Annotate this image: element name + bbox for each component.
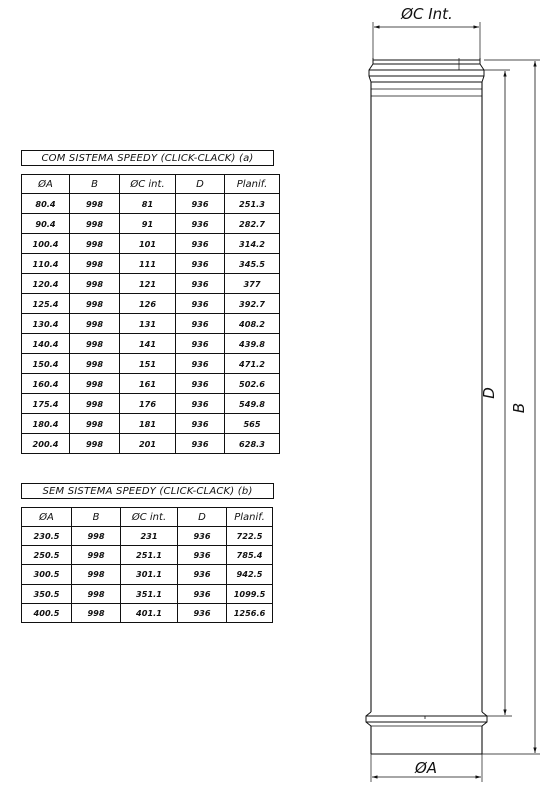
table-cell: 175.4	[22, 394, 70, 414]
header-cell: D	[176, 175, 225, 194]
table-cell: 200.4	[22, 434, 70, 454]
table-cell: 502.6	[225, 374, 280, 394]
table-cell: 251.1	[121, 546, 178, 565]
table-cell: 377	[225, 274, 280, 294]
table-cell: 998	[70, 214, 120, 234]
table-cell: 141	[120, 334, 176, 354]
table-cell: 998	[70, 414, 120, 434]
bottom-profile	[482, 712, 487, 726]
table-cell: 936	[178, 546, 227, 565]
table-cell: 1099.5	[227, 584, 273, 603]
table-cell: 936	[176, 434, 225, 454]
table-cell: 300.5	[22, 565, 72, 584]
table-cell: 400.5	[22, 603, 72, 622]
table-cell: 936	[176, 354, 225, 374]
table-cell: 100.4	[22, 234, 70, 254]
table-cell: 936	[176, 274, 225, 294]
table-cell: 936	[176, 414, 225, 434]
table-cell: 314.2	[225, 234, 280, 254]
table-cell: 126	[120, 294, 176, 314]
table-cell: 936	[176, 374, 225, 394]
header-cell: ØA	[22, 175, 70, 194]
table-cell: 408.2	[225, 314, 280, 334]
table-cell: 1256.6	[227, 603, 273, 622]
table-cell: 120.4	[22, 274, 70, 294]
table-cell: 101	[120, 234, 176, 254]
table-cell: 785.4	[227, 546, 273, 565]
label-a: ØA	[414, 759, 438, 777]
table-cell: 111	[120, 254, 176, 274]
table-cell: 160.4	[22, 374, 70, 394]
table-cell: 936	[176, 334, 225, 354]
table-cell: 936	[176, 234, 225, 254]
table-cell: 998	[70, 234, 120, 254]
table-cell: 998	[72, 603, 121, 622]
table-cell: 936	[178, 565, 227, 584]
table-cell: 942.5	[227, 565, 273, 584]
table-cell: 80.4	[22, 194, 70, 214]
table-cell: 439.8	[225, 334, 280, 354]
table-cell: 282.7	[225, 214, 280, 234]
table-cell: 250.5	[22, 546, 72, 565]
header-cell: ØA	[22, 508, 72, 527]
header-cell: Planif.	[225, 175, 280, 194]
table-cell: 125.4	[22, 294, 70, 314]
table-cell: 722.5	[227, 527, 273, 546]
table-cell: 161	[120, 374, 176, 394]
label-b: B	[510, 402, 528, 414]
table-cell: 936	[176, 214, 225, 234]
table-cell: 998	[72, 546, 121, 565]
table-cell: 998	[72, 565, 121, 584]
cap-profile	[369, 64, 373, 82]
label-c-int: ØC Int.	[401, 5, 453, 23]
table-cell: 471.2	[225, 354, 280, 374]
table-cell: 998	[70, 314, 120, 334]
table-cell: 401.1	[121, 603, 178, 622]
table-cell: 998	[70, 194, 120, 214]
table-cell: 565	[225, 414, 280, 434]
header-cell: ØC int.	[120, 175, 176, 194]
table-title: COM SISTEMA SPEEDY (CLICK-CLACK) (a)	[21, 150, 274, 166]
table-cell: 91	[120, 214, 176, 234]
table-cell: 936	[178, 603, 227, 622]
table-cell: 628.3	[225, 434, 280, 454]
table-cell: 549.8	[225, 394, 280, 414]
table-cell: 301.1	[121, 565, 178, 584]
label-d: D	[480, 387, 498, 399]
table-cell: 130.4	[22, 314, 70, 334]
table-cell: 998	[70, 394, 120, 414]
table-cell: 140.4	[22, 334, 70, 354]
table-cell: 998	[70, 294, 120, 314]
table-cell: 998	[70, 374, 120, 394]
table-cell: 150.4	[22, 354, 70, 374]
bottom-profile	[366, 712, 371, 726]
header-cell: B	[72, 508, 121, 527]
header-cell: Planif.	[227, 508, 273, 527]
table-cell: 151	[120, 354, 176, 374]
table-cell: 998	[70, 334, 120, 354]
table-cell: 998	[70, 254, 120, 274]
table-cell: 181	[120, 414, 176, 434]
table-cell: 936	[178, 527, 227, 546]
table-cell: 936	[178, 584, 227, 603]
table-cell: 998	[72, 584, 121, 603]
table-cell: 176	[120, 394, 176, 414]
table-cell: 180.4	[22, 414, 70, 434]
table-cell: 230.5	[22, 527, 72, 546]
header-cell: B	[70, 175, 120, 194]
header-cell: D	[178, 508, 227, 527]
table-cell: 201	[120, 434, 176, 454]
table-cell: 81	[120, 194, 176, 214]
table-cell: 936	[176, 394, 225, 414]
table-cell: 350.5	[22, 584, 72, 603]
table-cell: 121	[120, 274, 176, 294]
cap-profile	[480, 64, 484, 82]
table-cell: 936	[176, 254, 225, 274]
table-cell: 231	[121, 527, 178, 546]
table-cell: 131	[120, 314, 176, 334]
table-cell: 936	[176, 294, 225, 314]
table-cell: 345.5	[225, 254, 280, 274]
table-cell: 936	[176, 314, 225, 334]
header-cell: ØC int.	[121, 508, 178, 527]
table-cell: 110.4	[22, 254, 70, 274]
table-cell: 351.1	[121, 584, 178, 603]
table-cell: 998	[70, 354, 120, 374]
table-cell: 998	[70, 274, 120, 294]
table-cell: 998	[72, 527, 121, 546]
table-cell: 936	[176, 194, 225, 214]
table-title: SEM SISTEMA SPEEDY (CLICK-CLACK) (b)	[21, 483, 274, 499]
table-cell: 392.7	[225, 294, 280, 314]
table-cell: 998	[70, 434, 120, 454]
table-cell: 90.4	[22, 214, 70, 234]
table-cell: 251.3	[225, 194, 280, 214]
